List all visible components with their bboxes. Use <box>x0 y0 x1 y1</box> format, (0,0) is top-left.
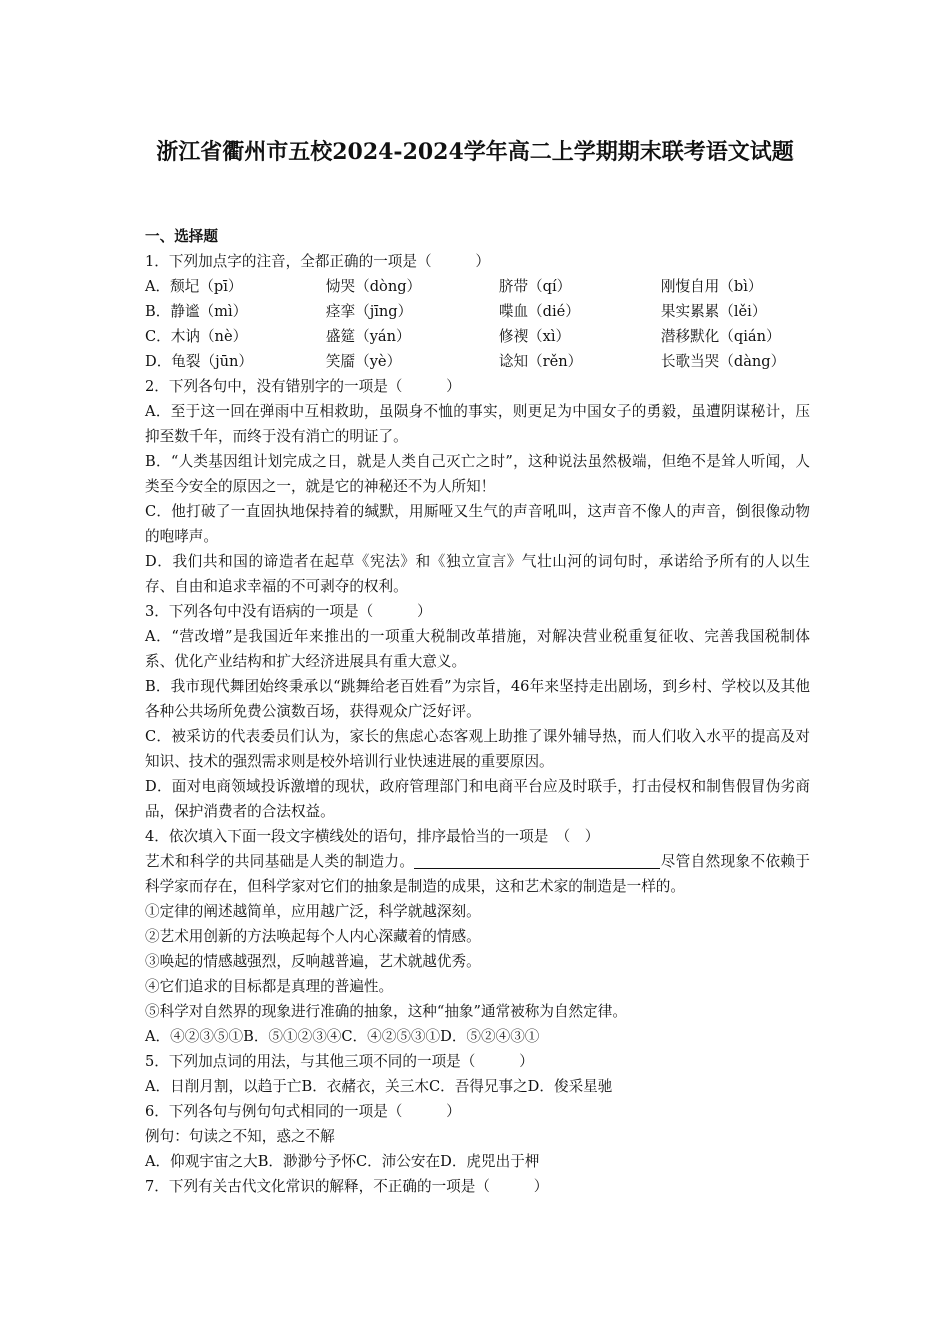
q4-item-4: ④它们追求的目标都是真理的普遍性。 <box>145 978 394 995</box>
q3-option-a: A．“营改增”是我国近年来推出的一项重大税制改革措施，对解决营业税重复征收、完善我国税制体系、优化产业结构和扩大经济进展具有重大意义。 <box>145 628 810 670</box>
section-heading: 一、选择题 <box>145 228 218 245</box>
q6-example: 例句：句读之不知，惑之不解 <box>145 1128 335 1145</box>
q1-b-3: 喋血（dié） <box>498 303 580 320</box>
document-title: 浙江省衢州市五校2024-2024学年高二上学期期末联考语文试题 <box>156 139 794 165</box>
q1-a-1: A．颓圮（pī） <box>145 278 243 295</box>
q1-option-row-c <box>145 324 810 349</box>
q6-stem: 6．下列各句与例句句式相同的一项是（ ） <box>145 1103 461 1120</box>
q4-options: A．④②③⑤①B．⑤①②③④C．④②⑤③①D．⑤②④③① <box>145 1028 540 1045</box>
q1-stem: 1．下列加点字的注音，全都正确的一项是（ ） <box>145 253 490 270</box>
q1-d-4: 长歌当哭（dàng） <box>660 353 786 370</box>
q1-a-3: 脐带（qí） <box>498 278 572 295</box>
q2-option-b: B．“人类基因组计划完成之日，就是人类自己灭亡之时”，这种说法虽然极端，但绝不是耸人听闻，人类至今安全的原因之一，就是它的神秘还不为人所知！ <box>145 453 810 495</box>
q1-option-row-b <box>145 299 810 324</box>
q1-d-2: 笑靥（yè） <box>325 353 402 370</box>
q4-stem: 4．依次填入下面一段文字横线处的语句，排序最恰当的一项是 （ ） <box>145 828 600 845</box>
q1-c-2: 盛筵（yán） <box>325 328 411 345</box>
q1-b-4: 果实累累（lěi） <box>660 303 767 320</box>
q1-d-1: D．龟裂（jūn） <box>145 353 253 370</box>
q1-c-4: 潜移默化（qián） <box>660 328 781 345</box>
q4-fill-blank <box>414 852 660 869</box>
q4-passage-before: 艺术和科学的共同基础是人类的制造力。 <box>145 853 415 870</box>
q3-option-c: C．被采访的代表委员们认为，家长的焦虑心态客观上助推了课外辅导热，而人们收入水平的提高及对知识、技术的强烈需求则是校外培训行业快速进展的重要原因。 <box>145 728 810 770</box>
q3-stem: 3．下列各句中没有语病的一项是（ ） <box>145 603 432 620</box>
q4-passage-after: 尽管自然现象不依赖于科学家而存在，但科学家对它们的抽象是制造的成果，这和艺术家的制造是一样的。 <box>145 853 810 895</box>
q2-option-c: C．他打破了一直固执地保持着的缄默，用厮哑又生气的声音吼叫，这声音不像人的声音，倒很像动物的咆哮声。 <box>145 503 810 545</box>
q7-stem: 7．下列有关古代文化常识的解释，不正确的一项是（ ） <box>145 1178 549 1195</box>
q3-option-b: B．我市现代舞团始终秉承以“跳舞给老百姓看”为宗旨，46年来坚持走出剧场，到乡村、学校以及其他各种公共场所免费公演数百场，获得观众广泛好评。 <box>145 678 810 720</box>
q4-passage <box>145 849 810 899</box>
q5-options: A．日削月割，以趋于亡B．衣赭衣，关三木C．吾得兄事之D．俊采星驰 <box>145 1078 613 1095</box>
q1-a-4: 刚愎自用（bì） <box>660 278 763 295</box>
q1-option-row-a <box>145 274 810 299</box>
q4-item-5: ⑤科学对自然界的现象进行准确的抽象，这种“抽象”通常被称为自然定律。 <box>145 1003 627 1020</box>
q1-b-1: B．静谧（mì） <box>145 303 248 320</box>
q6-options: A．仰观宇宙之大B．渺渺兮予怀C．沛公安在D．虎兕出于柙 <box>145 1153 540 1170</box>
q1-c-1: C．木讷（nè） <box>145 328 248 345</box>
q4-item-1: ①定律的阐述越简单，应用越广泛，科学就越深刻。 <box>145 903 481 920</box>
q5-stem: 5．下列加点词的用法，与其他三项不同的一项是（ ） <box>145 1053 534 1070</box>
q2-stem: 2．下列各句中，没有错别字的一项是（ ） <box>145 378 461 395</box>
q1-a-2: 恸哭（dòng） <box>325 278 422 295</box>
q4-item-3: ③唤起的情感越强烈，反响越普遍，艺术就越优秀。 <box>145 953 481 970</box>
q1-d-3: 谂知（rěn） <box>498 353 583 370</box>
q2-option-d: D．我们共和国的谛造者在起草《宪法》和《独立宣言》气壮山河的词句时，承诺给予所有的人以生存、自由和追求幸福的不可剥夺的权利。 <box>145 553 810 595</box>
q3-option-d: D．面对电商领域投诉激增的现状，政府管理部门和电商平台应及时联手，打击侵权和制售假冒伪劣商品，保护消费者的合法权益。 <box>145 778 810 820</box>
document-body <box>145 224 810 1199</box>
q1-option-row-d <box>145 349 810 374</box>
q1-b-2: 痉挛（jīng） <box>325 303 413 320</box>
q1-c-3: 修禊（xì） <box>498 328 571 345</box>
q2-option-a: A．至于这一回在弹雨中互相救助，虽陨身不恤的事实，则更足为中国女子的勇毅，虽遭阴谋秘计，压抑至数千年，而终于没有消亡的明证了。 <box>145 403 810 445</box>
q4-item-2: ②艺术用创新的方法唤起每个人内心深藏着的情感。 <box>145 928 481 945</box>
